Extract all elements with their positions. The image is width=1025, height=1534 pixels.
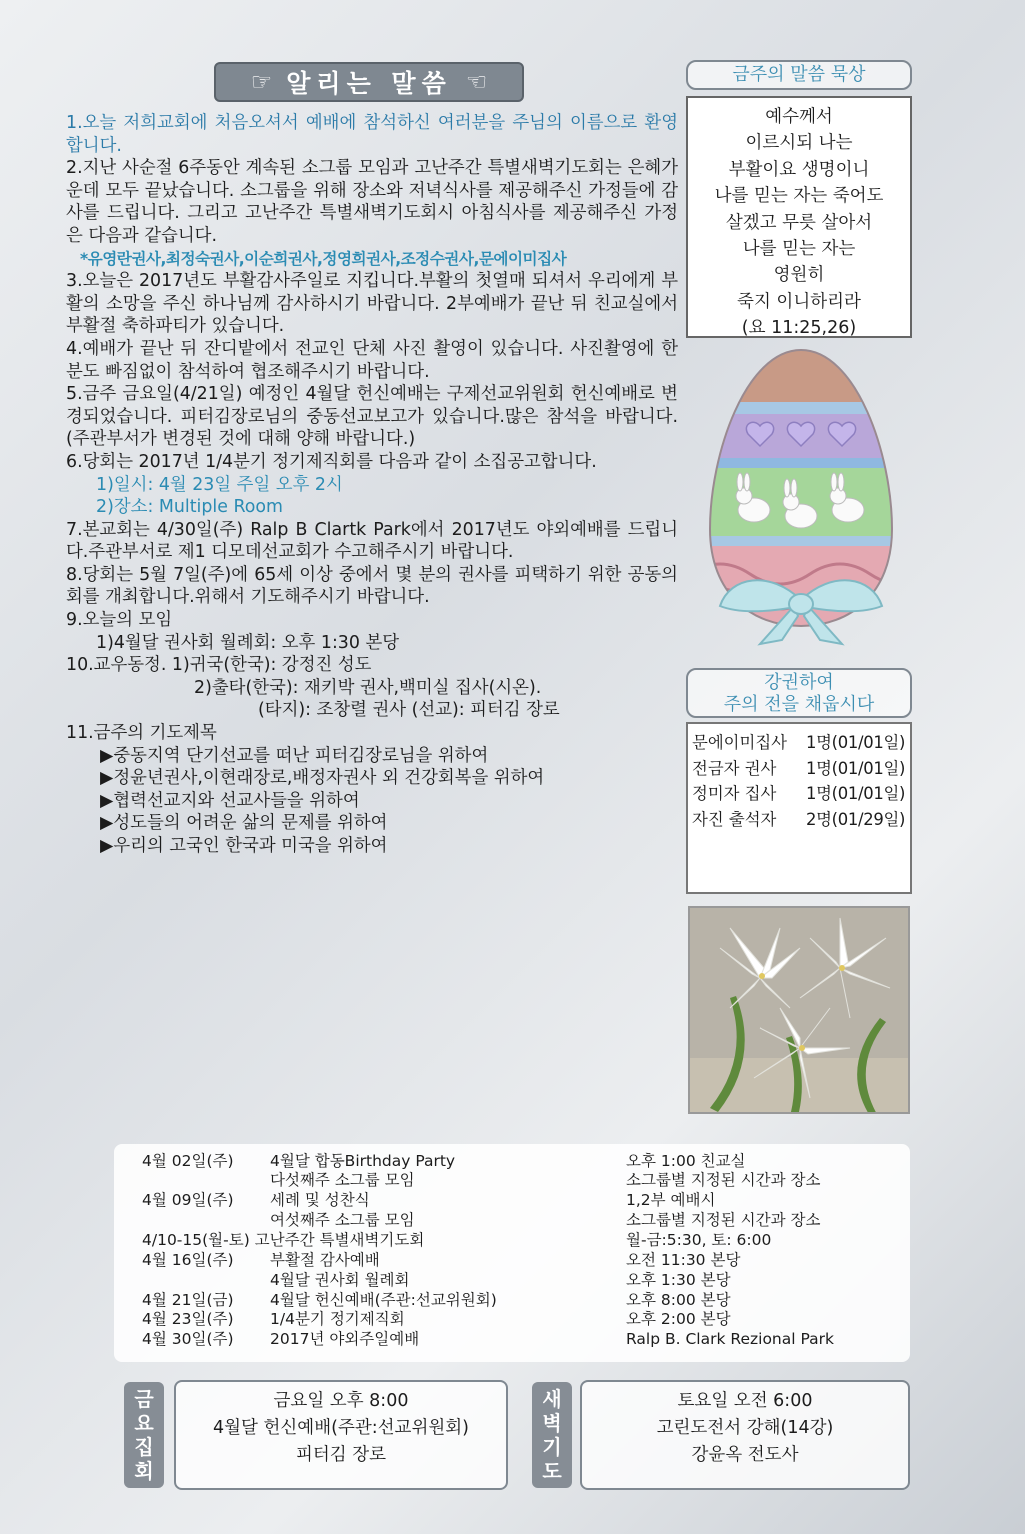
schedule-date: 4/10-15(월-토) 고난주간 특별새벽기도회 [142, 1231, 425, 1249]
schedule-row [114, 1310, 910, 1330]
schedule-time: 소그룹별 지정된 시간과 장소 [626, 1171, 821, 1189]
attendance-name: 전금자 권사 [692, 758, 777, 778]
schedule-event: 다섯째주 소그룹 모임 [270, 1171, 415, 1189]
prayer-item: ▶성도들의 어려운 삶의 문제를 위하여 [100, 813, 388, 834]
schedule-event: 4월달 헌신예배(주관:선교위원회) [270, 1291, 497, 1309]
schedule-row [114, 1251, 910, 1271]
schedule-time: 오후 1:30 본당 [626, 1271, 731, 1289]
attendance-count: 2명(01/29일) [806, 809, 906, 829]
schedule-time: 오후 2:00 본당 [626, 1310, 731, 1328]
tab-char: 금 [134, 1387, 154, 1411]
schedule-time: 월-금:5:30, 토: 6:00 [626, 1231, 772, 1249]
attendance-row [692, 756, 906, 782]
encourage-label-line2: 주의 전을 채웁시다 [723, 694, 875, 715]
schedule-time: 오후 1:00 친교실 [626, 1152, 746, 1170]
schedule-row [114, 1271, 910, 1291]
attendance-list [686, 722, 912, 894]
tab-char: 새 [542, 1387, 562, 1411]
announcements-banner [214, 62, 524, 102]
announcement-2: 2.지난 사순절 6주동안 계속된 소그룹 모임과 고난주간 특별새벽기도회는 은혜가운데 모두 끝났습니다. 소그룹을 위해 장소와 저녁식사를 제공해주신 가정들에 감사를 드립니다. 그리고 고난주간 특별새벽기도회시 아침식사를 제공해주신 가정은 다음과 같습니다. [66, 158, 678, 246]
encourage-label [686, 668, 912, 718]
verse-reference: (요 11:25,26) [741, 318, 857, 339]
schedule-event: 4월달 합동Birthday Party [270, 1152, 456, 1170]
schedule-table [114, 1144, 910, 1362]
announcement-5: 5.금주 금요일(4/21일) 예정인 4월달 헌신예배는 구제선교위원회 헌신예배로 변경되었습니다. 피터김장로님의 중동선교보고가 있습니다.많은 참석을 바랍니다.(주관부서가 변경된 것에 대해 양해 바랍니다.) [66, 384, 678, 450]
verse-line: 영원히 [773, 265, 825, 286]
verse-line: 죽지 이니하리라 [737, 291, 861, 312]
attendance-name: 문에이미집사 [692, 733, 787, 752]
announcement-10: 10.교우동정. 1)귀국(한국): 강정진 성도 [66, 655, 372, 676]
attendance-count: 1명(01/01일) [806, 784, 906, 803]
announcement-4: 4.예배가 끝난 뒤 잔디밭에서 전교인 단체 사진 촬영이 있습니다. 사진촬영에 한분도 빠짐없이 참석하여 협조해주시기 바랍니다. [66, 338, 678, 382]
friday-meeting-box [174, 1380, 508, 1490]
prayer-item: ▶정윤년권사,이현래장로,배정자권사 외 건강회복을 위하여 [100, 768, 545, 789]
tab-char: 벽 [542, 1411, 562, 1435]
verse-line: 이르시되 나는 [745, 133, 853, 154]
banner-title: 알리는 말씀 [286, 69, 452, 98]
attendance-count: 1명(01/01일) [806, 733, 906, 752]
verse-line: 예수께서 [765, 107, 833, 127]
dawn-time: 토요일 오전 6:00 [677, 1391, 813, 1411]
verse-line: 나를 믿는 자는 [742, 239, 856, 260]
announcement-6-place: 2)장소: Multiple Room [96, 497, 283, 518]
schedule-event: 부활절 감사예배 [270, 1251, 380, 1269]
schedule-date: 4월 23일(주) [142, 1310, 234, 1328]
lily-flower-icon [690, 908, 910, 1114]
meditation-label-text: 금주의 말씀 묵상 [732, 64, 866, 85]
announcement-6-time: 1)일시: 4월 23일 주일 오후 2시 [96, 474, 343, 495]
friday-meeting-tab [124, 1382, 164, 1488]
attendance-row [692, 730, 906, 756]
meditation-verse [686, 96, 912, 338]
schedule-row [114, 1330, 910, 1350]
dawn-speaker: 강윤옥 전도사 [691, 1445, 799, 1465]
pointing-hand-right-icon: ☜ [465, 68, 488, 96]
schedule-row [114, 1171, 910, 1191]
prayer-item: ▶중동지역 단기선교를 떠난 피터김장로님을 위하여 [100, 745, 489, 766]
verse-line: 살겠고 무릇 살아서 [725, 212, 873, 233]
schedule-date: 4월 16일(주) [142, 1251, 234, 1269]
announcement-11: 11.금주의 기도제목 [66, 723, 217, 744]
announcement-9: 9.오늘의 모임 [66, 610, 173, 631]
attendance-row [692, 781, 906, 807]
tab-char: 집 [134, 1435, 154, 1459]
encourage-label-line1: 강권하여 [764, 672, 834, 693]
attendance-row [692, 807, 906, 833]
easter-egg-icon [690, 344, 912, 654]
schedule-time: Ralp B. Clark Rezional Park [626, 1330, 834, 1348]
friday-speaker: 피터김 장로 [295, 1445, 387, 1465]
prayer-item: ▶우리의 고국인 한국과 미국을 위하여 [100, 836, 388, 856]
announcement-10-travel: 2)출타(한국): 재키박 권사,백미실 집사(시온). [194, 677, 542, 698]
schedule-row [114, 1152, 910, 1172]
schedule-time: 1,2부 예배시 [626, 1191, 716, 1209]
announcement-7: 7.본교회는 4/30일(주) Ralp B Clartk Park에서 2017년도 야외예배를 드립니다.주관부서로 제1 디모데선교회가 수고해주시기 바랍니다. [66, 519, 678, 563]
prayer-item: ▶협력선교지와 선교사들을 위하여 [100, 790, 360, 811]
announcement-1: 1.오늘 저희교회에 처음오셔서 예배에 참석하신 여러분을 주님의 이름으로 환영합니다. [66, 113, 678, 156]
schedule-time: 오후 8:00 본당 [626, 1291, 731, 1309]
schedule-date: 4월 02일(주) [142, 1152, 234, 1170]
dawn-prayer-box [580, 1380, 910, 1490]
schedule-row [114, 1291, 910, 1311]
schedule-row [114, 1231, 910, 1251]
friday-service: 4월달 헌신예배(주관:선교위원회) [212, 1418, 469, 1438]
schedule-event: 1/4분기 정기제직회 [270, 1310, 405, 1328]
announcement-8: 8.당회는 5월 7일(주)에 65세 이상 중에서 몇 분의 권사를 피택하기 위한 공동의회를 개최합니다.위해서 기도해주시기 바랍니다. [66, 564, 678, 608]
schedule-event: 4월달 권사회 월례회 [270, 1271, 410, 1289]
announcement-10-other: (타지): 조창렬 권사 (선교): 피터김 장로 [258, 700, 560, 721]
lily-photo [688, 906, 910, 1114]
schedule-event: 세례 및 성찬식 [270, 1191, 370, 1209]
attendance-name: 정미자 집사 [692, 784, 777, 803]
schedule-date: 4월 21일(금) [142, 1291, 234, 1309]
breakfast-providers: *유영란권사,최정숙권사,이순희권사,정영희권사,조정수권사,문에이미집사 [80, 249, 567, 268]
schedule-row [114, 1211, 910, 1231]
schedule-time: 오전 11:30 본당 [626, 1251, 741, 1269]
dawn-prayer-tab [532, 1382, 572, 1488]
announcement-9-meeting: 1)4월달 권사회 월례회: 오후 1:30 본당 [96, 632, 400, 653]
schedule-date: 4월 30일(주) [142, 1330, 234, 1348]
schedule-event: 여섯째주 소그룹 모임 [270, 1211, 415, 1229]
attendance-count: 1명(01/01일) [806, 758, 906, 778]
dawn-lecture: 고린도전서 강해(14강) [656, 1418, 834, 1438]
pointing-hand-left-icon: ☞ [250, 68, 273, 96]
schedule-row [114, 1191, 910, 1211]
schedule-time: 소그룹별 지정된 시간과 장소 [626, 1211, 821, 1229]
announcement-6: 6.당회는 2017년 1/4분기 정기제직회를 다음과 같이 소집공고합니다. [66, 451, 597, 472]
friday-time: 금요일 오후 8:00 [273, 1391, 409, 1411]
tab-char: 도 [542, 1459, 562, 1483]
schedule-date: 4월 09일(주) [142, 1191, 234, 1209]
tab-char: 요 [134, 1411, 154, 1435]
attendance-name: 자진 출석자 [692, 809, 777, 829]
verse-line: 나를 믿는 자는 죽어도 [714, 186, 884, 207]
verse-line: 부활이요 생명이니 [728, 159, 870, 180]
easter-egg-illustration [690, 344, 912, 654]
tab-char: 기 [542, 1435, 562, 1459]
meditation-label [686, 60, 912, 90]
tab-char: 회 [134, 1459, 154, 1483]
schedule-event: 2017년 야외주일예배 [270, 1330, 420, 1348]
announcement-3: 3.오늘은 2017년도 부활감사주일로 지킵니다.부활의 첫열매 되셔서 우리에게 부활의 소망을 주신 하나님께 감사하시기 바랍니다. 2부예배가 끝난 뒤 친교실에서 부활절 축하파티가 있습니다. [66, 271, 678, 337]
announcements-list [66, 112, 678, 858]
